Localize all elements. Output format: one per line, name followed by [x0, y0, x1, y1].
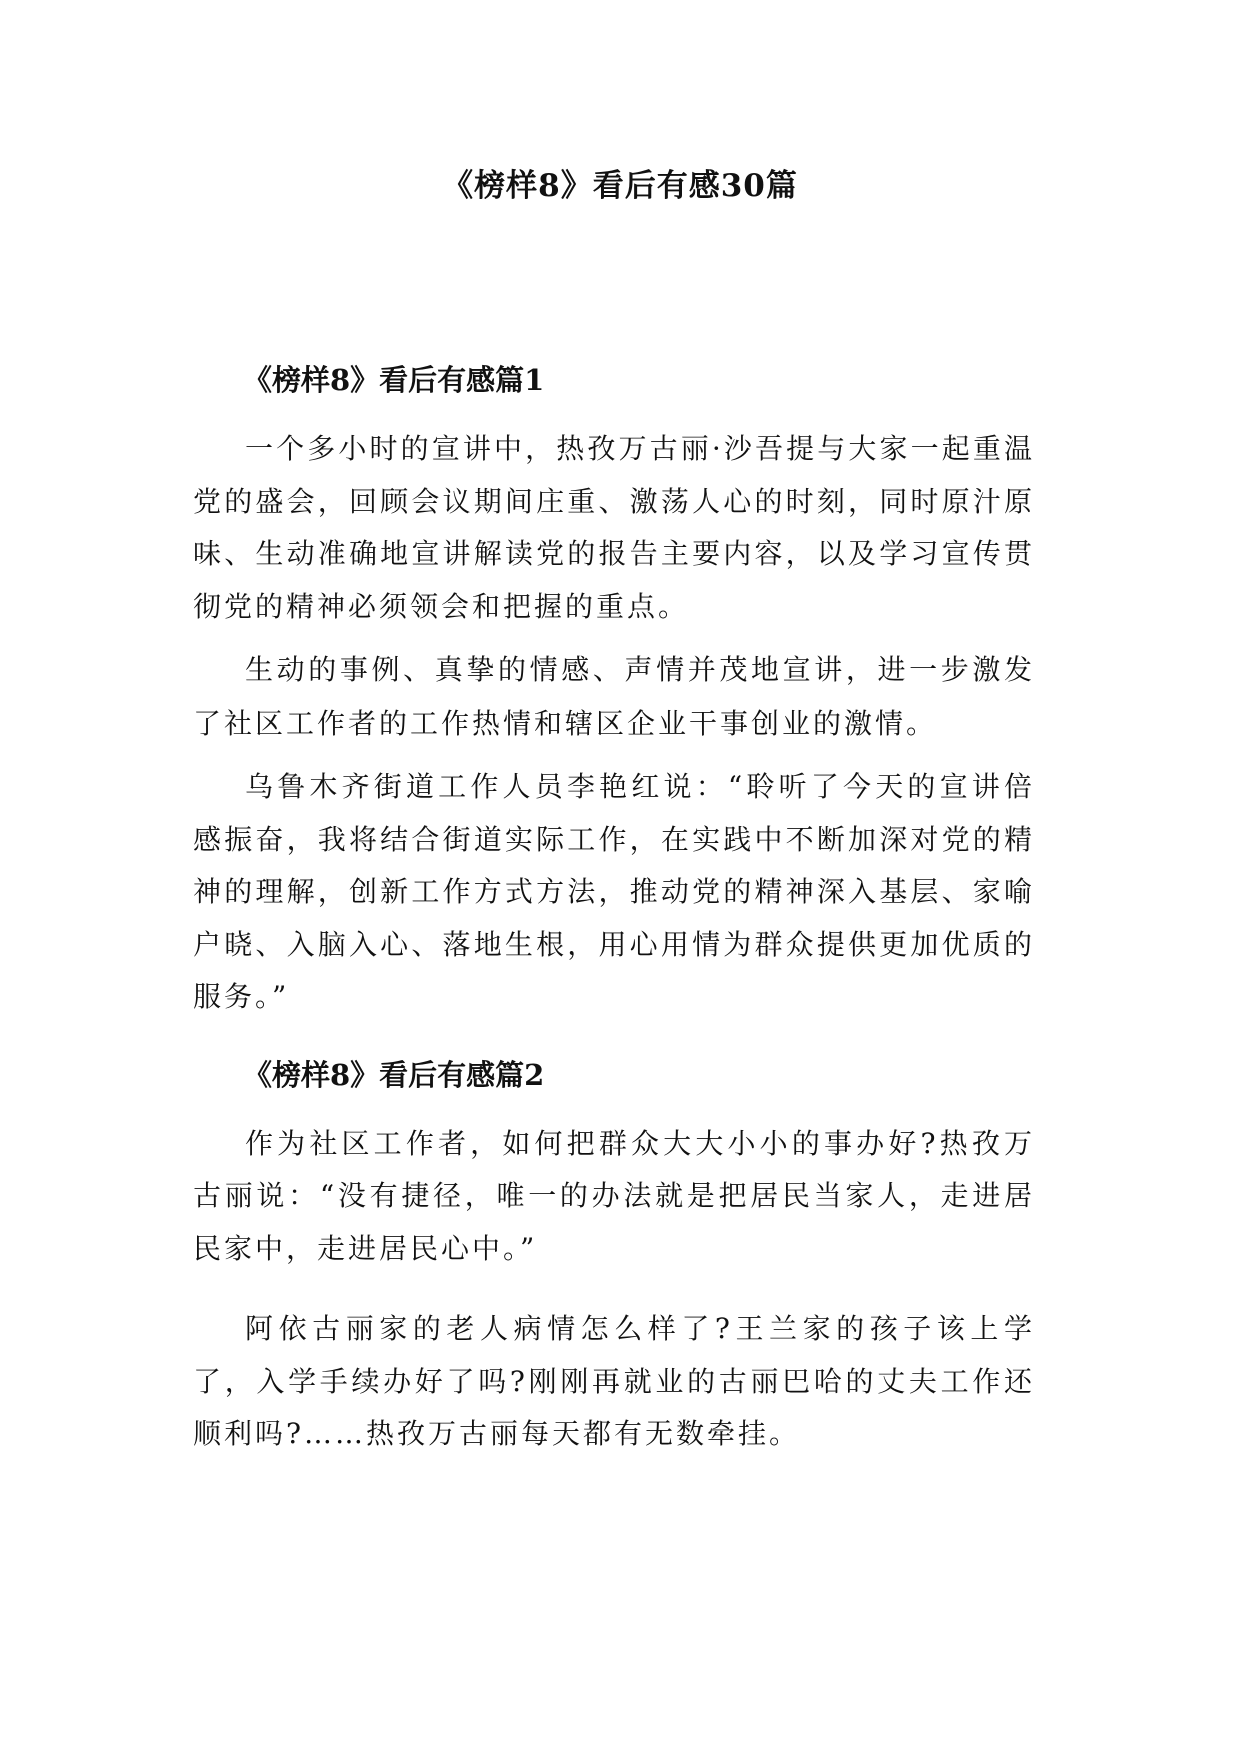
document-title: 《榜样8》看后有感30篇	[442, 168, 798, 204]
document-body	[193, 355, 1035, 1461]
section-heading: 《榜样8》看后有感篇2	[243, 1057, 545, 1092]
section-1	[193, 355, 1035, 1024]
section-2	[193, 1050, 1035, 1461]
paragraph: 乌鲁木齐街道工作人员李艳红说：“聆听了今天的宣讲倍感振奋，我将结合街道实际工作，在实践中不断加深对党的精神的理解，创新工作方式方法，推动党的精神深入基层、家喻户晓、入脑入心、落地生根，用心用情为群众提供更加优质的服务。”	[193, 770, 1035, 1013]
section-heading: 《榜样8》看后有感篇1	[243, 363, 545, 397]
paragraph: 作为社区工作者，如何把群众大大小小的事办好?热孜万古丽说：“没有捷径，唯一的办法就是把居民当家人，走进居民家中，走进居民心中。”	[193, 1126, 1035, 1265]
paragraph: 阿依古丽家的老人病情怎么样了?王兰家的孩子该上学了，入学手续办好了吗?刚刚再就业的古丽巴哈的丈夫工作还顺利吗?……热孜万古丽每天都有无数牵挂。	[193, 1312, 1035, 1450]
paragraph: 生动的事例、真挚的情感、声情并茂地宣讲，进一步激发了社区工作者的工作热情和辖区企业干事创业的激情。	[193, 653, 1035, 740]
paragraph: 一个多小时的宣讲中，热孜万古丽·沙吾提与大家一起重温党的盛会，回顾会议期间庄重、激荡人心的时刻，同时原汁原味、生动准确地宣讲解读党的报告主要内容，以及学习宣传贯彻党的精神必须领会和把握的重点。	[193, 432, 1035, 623]
